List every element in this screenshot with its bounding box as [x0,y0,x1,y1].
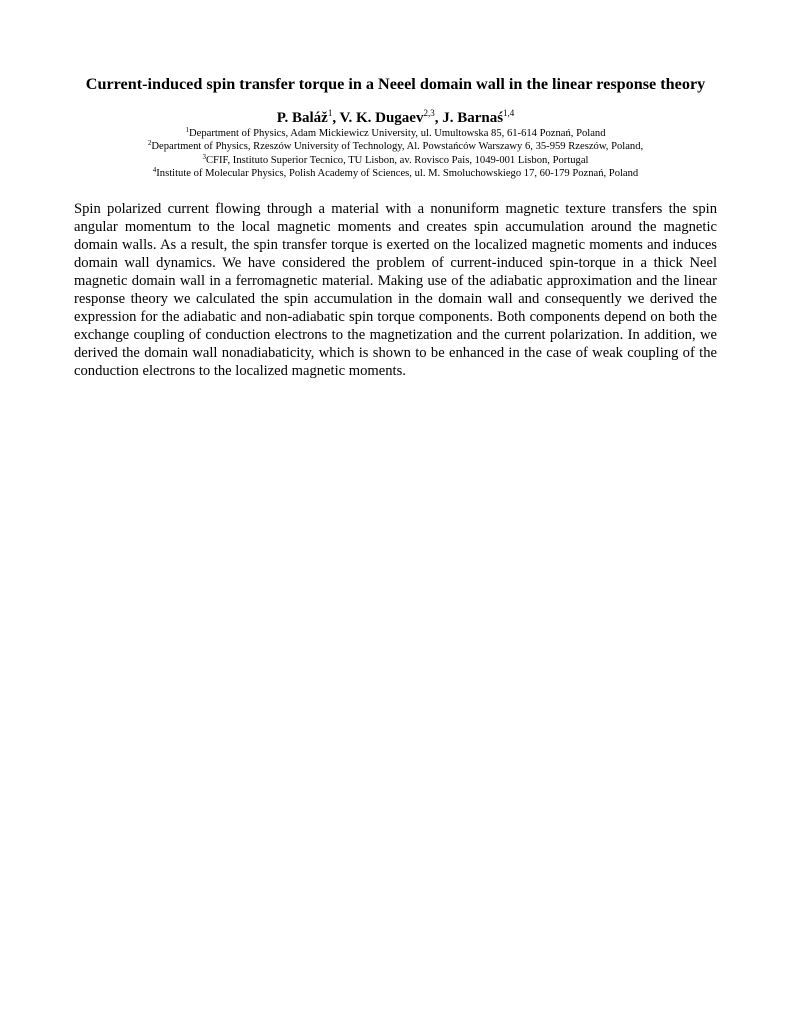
author-affiliation-ref: 2,3 [423,108,435,118]
affiliation-number: 1 [185,126,189,134]
affiliation-number: 2 [147,139,152,148]
affiliation [0,167,791,180]
affiliation [0,127,791,140]
affiliation [0,154,791,167]
abstract-paragraph: Spin polarized current flowing through a material with a nonuniform magnetic texture transfers the spin angular momentum to the local magnetic moments and creates spin accumulation around the magnetic domain walls. As a result, the spin transfer torque is exerted on the localized magnetic moments and induces domain wall dynamics. We have considered the problem of current-induced spin-torque in a thick Neel magnetic domain wall in a ferromagnetic material. Making use of the adiabatic approximation and the linear response theory we calculated the spin accumulation in the domain wall and consequently we derived the expression for the adiabatic and non-adiabatic spin torque components. Both components depend on both the exchange coupling of conduction electrons to the magnetization and the current polarization. In addition, we derived the domain wall nonadiabaticity, which is shown to be enhanced in the case of weak coupling of the conduction electrons to the localized magnetic moments. [74,201,717,379]
affiliation [0,140,791,153]
affiliation-number: 4 [152,165,157,174]
author-separator: , [434,110,443,126]
author-name: J. Barnaś [442,110,504,126]
affiliation-text: Department of Physics, Rzeszów University of Technology, Al. Powstańców Warszawy 6, 35-959 Rzeszów, Poland, [151,141,644,153]
affiliation-list [0,127,791,180]
author-affiliation-ref: 1,4 [503,108,515,118]
author-name: P. Baláž [276,110,328,126]
affiliation-number: 3 [202,152,206,161]
paper-title: Current-induced spin transfer torque in a Neeel domain wall in the linear response theory [85,75,706,93]
affiliation-text: Institute of Molecular Physics, Polish Academy of Sciences, ul. M. Smoluchowskiego 17, 60-179 Poznań, Poland [156,167,639,179]
author-separator: , [332,110,340,126]
author-affiliation-ref: 1 [327,108,333,118]
author-list [0,109,791,127]
affiliation-text: Department of Physics, Adam Mickiewicz University, ul. Umultowska 85, 61-614 Poznań, Poland [188,128,606,139]
author-name: V. K. Dugaev [339,110,424,126]
affiliation-text: CFIF, Instituto Superior Tecnico, TU Lisbon, av. Rovisco Pais, 1049-001 Lisbon, Portugal [205,154,589,166]
